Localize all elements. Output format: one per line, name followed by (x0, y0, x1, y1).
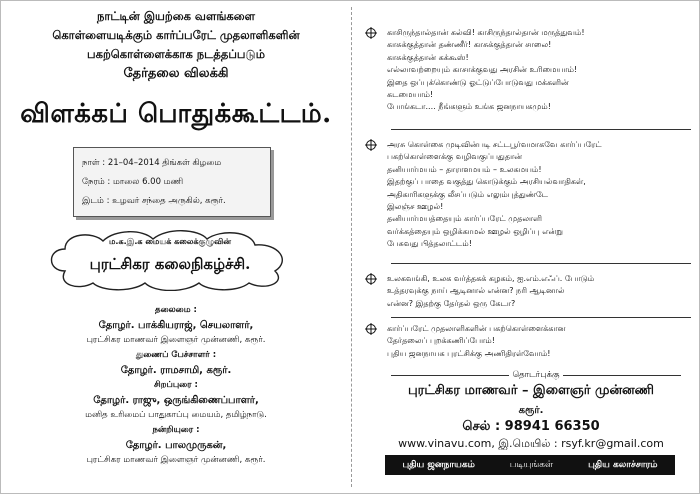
stanza-line: காசிருந்தால்தான் கல்வி! காசிருந்தால்தான் மருத்துவம்! (387, 28, 585, 37)
stanza-line: அரசு கொள்கை முடிவின்படி சட்டபூர்வமாகவே கார்ப்பரேட் (387, 140, 602, 149)
section-divider (391, 129, 691, 130)
event-place: இடம் : உழவர் சந்தை அருகில், கரூர். (82, 196, 226, 206)
headline: விளக்கப் பொதுக்கூட்டம். (20, 99, 332, 129)
intro-line: நாட்டின் இயற்கை வளங்களை (96, 9, 256, 23)
speaker-block (11, 378, 341, 423)
right-panel (351, 1, 700, 495)
speaker-name: தோழர். ராமசாமி, கரூர். (120, 365, 232, 376)
cultural-program-cloud (43, 227, 297, 291)
event-time: நேரம் : மாலை 6.00 மணி (82, 177, 184, 187)
stanza-line: இதற்குப் பாதை வகுத்து கொடுக்கும் அரசியல்வாதிகள், (387, 177, 586, 187)
speaker-block (11, 348, 341, 378)
stanza (387, 139, 687, 251)
speakers-list (11, 303, 341, 468)
stanza-line: பகற்கொள்ளைக்கு வழிவகுப்பதுதான் (387, 152, 523, 162)
crosshair-bullet-icon (365, 27, 377, 39)
stanza-line: கார்ப்பரேட் முதலாளிகளின் பகற்கொள்ளைக்கான (387, 324, 566, 333)
banner-item: புதிய ஜனநாயகம் (402, 459, 475, 470)
stanza-line: இதை ஒப்புக்கொண்டு ஓட்டுப்போடுவது மக்களின் (387, 77, 569, 87)
stanza-line: புதிய ஜனநாயக புரட்சிக்கு அணிதிரள்வோம்! (387, 348, 551, 358)
organization-name: புரட்சிகர மாணவர் – இளைஞர் முன்னணி (408, 383, 654, 398)
contact-label: தொடர்புக்கு (509, 370, 562, 380)
event-details-box (73, 147, 271, 217)
stanza-line: வர்க்கத்தையும் ஒழிக்காமல் ஊழல் ஒழிப்பு என்று (387, 226, 563, 236)
section-divider (391, 263, 691, 264)
contact-heading (391, 370, 681, 381)
stanza-line: எல்லாவற்றையும் காசாக்குவது அரசின் உரிமையாம்! (387, 65, 578, 75)
stanza-line: பேசுவது பித்தலாட்டம்! (387, 239, 472, 249)
stanza-line: உலகவங்கி, உலக வர்த்தகக் கழகம், ஐ.எம்.எஃப். போடும் (387, 274, 595, 283)
speaker-block (11, 303, 341, 348)
left-panel (1, 1, 351, 495)
phone-number: செல் : 98941 66350 (462, 419, 600, 434)
crosshair-bullet-icon (365, 273, 377, 285)
read-banner (385, 455, 675, 475)
speaker-role: சிறப்புரை : (154, 380, 198, 390)
stanza-line: தேர்தலைப் புறக்கணிப்போம்! (387, 336, 495, 346)
crosshair-bullet-icon (365, 323, 377, 335)
banner-item: படியுங்கள் (509, 459, 554, 470)
stanza-line: காசுக்குத்தான் தண்ணீர்! காசுக்குத்தான் சாலை! (387, 40, 552, 50)
intro-line: பகற்கொள்ளைக்காக நடத்தப்படும் (87, 47, 265, 61)
stanza-line: அதிகாரிகளுக்கு லீசப்படும் எலும்புத்துண்டே (387, 189, 549, 199)
stanza-line: கடமையாம்! (387, 90, 434, 100)
banner-item: புதிய கலாச்சாரம் (588, 459, 658, 470)
cloud-title: புரட்சிகர கலைநிகழ்ச்சி. (89, 255, 251, 273)
section-divider (391, 317, 691, 318)
speaker-affiliation: புரட்சிகர மாணவர் இளைஞர் முன்னணி, கரூர். (86, 335, 266, 345)
web-and-email: www.vinavu.com, இ.மெயில் : rsyf.kr@gmail.com (398, 437, 664, 450)
crosshair-bullet-icon (365, 139, 377, 151)
speaker-role: நன்றியுரை : (152, 425, 200, 435)
stanza-line: தனியார்மயம் – தாராளமயம் – உலகமயம்! (387, 164, 542, 174)
stanza-line: என்ன? இதற்கு தேர்தல் ஒரு கேடா? (387, 298, 516, 308)
cloud-subtitle: ம.க.இ.க மையக் கலைக்குழுவின் (108, 237, 232, 246)
stanza (387, 323, 687, 360)
speaker-block (11, 423, 341, 468)
intro-line: கொள்ளையடிக்கும் கார்ப்பரேட் முதலாளிகளின் (52, 28, 300, 42)
speaker-name: தோழர். பாலமுருகன், (125, 440, 227, 451)
intro-text (41, 7, 311, 83)
intro-line: தேர்தலை விலக்கி (123, 66, 229, 81)
organization-city: கரூர். (518, 405, 544, 416)
speaker-role: துணைப் பேச்சாளர் : (135, 350, 217, 360)
speaker-role: தலைமை : (155, 305, 197, 315)
stanza-line: உத்தரவுக்கு நாய் ஆடினால் என்ன? நரி ஆடினால் (387, 286, 565, 296)
stanza (387, 27, 687, 114)
stanza-line: காசுக்குத்தான் கக்கூஸ்! (387, 52, 469, 62)
speaker-affiliation: மனித உரிமைப் பாதுகாப்பு மையம், தமிழ்நாடு. (85, 410, 267, 420)
stanza (387, 273, 687, 310)
stanza-line: தனியார்மயத்தையும் கார்ப்பரேட் முதலாளி (387, 214, 542, 224)
stanza-line: போங்கடா.... நீங்களும் உங்க ஜனநாயகமும்! (387, 102, 551, 112)
speaker-affiliation: புரட்சிகர மாணவர் இளைஞர் முன்னணி, கரூர். (86, 455, 266, 465)
event-date: நாள் : 21–04–2014 திங்கள் கிழமை (82, 158, 222, 168)
speaker-name: தோழர். பாக்கியராஜ், செயலாளர், (98, 320, 254, 331)
speaker-name: தோழர். ராஜு, ஒருங்கிணைப்பாளர், (93, 395, 259, 406)
stanza-line: இலஞ்ச ஊழல்! (387, 202, 444, 212)
